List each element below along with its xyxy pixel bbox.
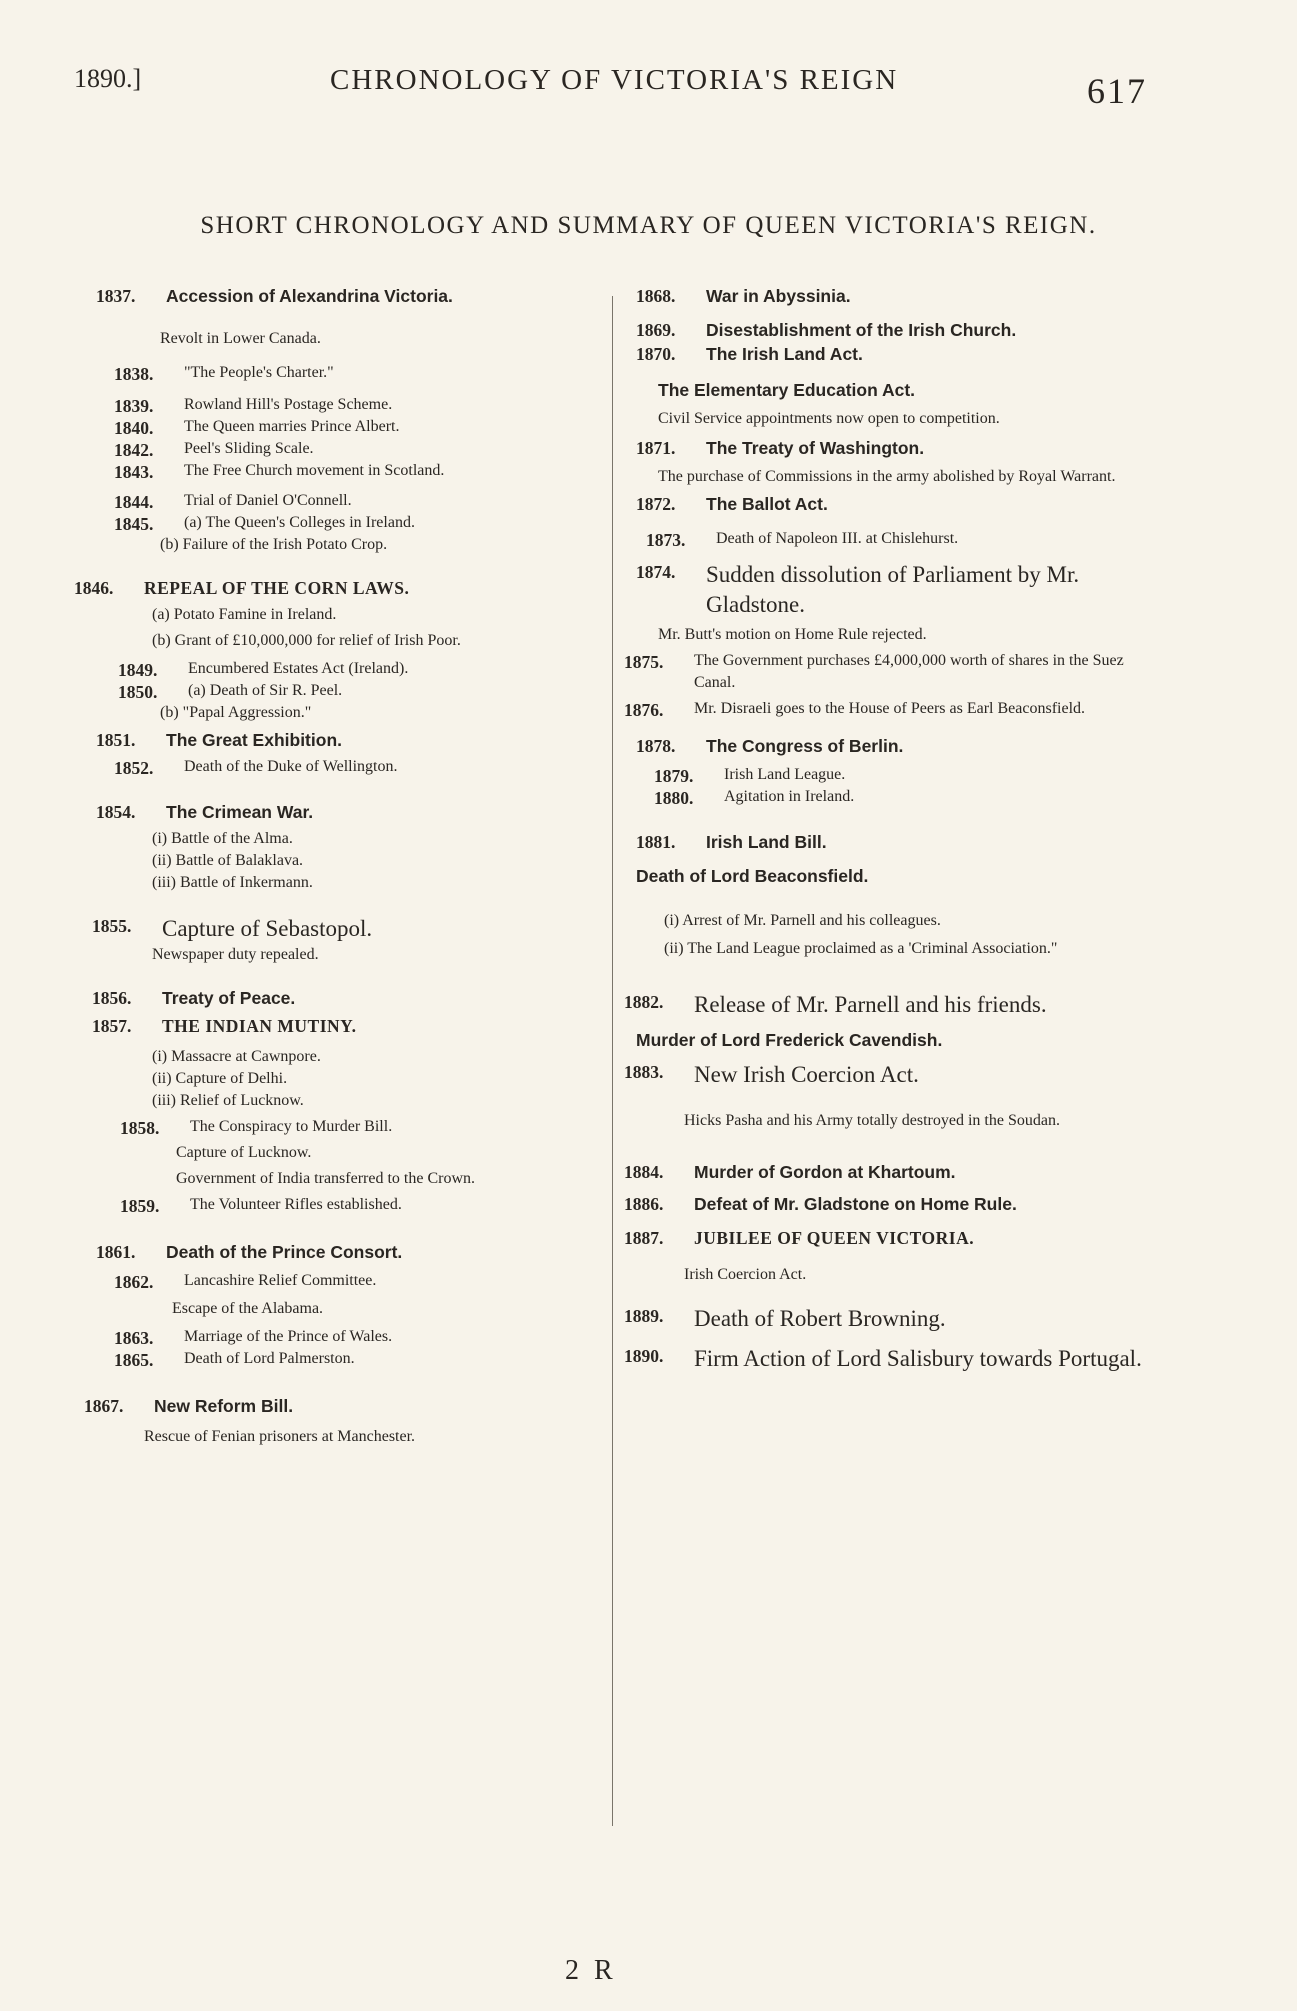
chronology-entry	[624, 1304, 1146, 1334]
chronology-entry	[636, 1028, 1146, 1052]
chronology-entry	[114, 1326, 601, 1348]
chronology-entry	[624, 698, 1146, 720]
entry-year: 1884.	[624, 1162, 664, 1182]
chronology-entry	[160, 534, 601, 556]
entry-text: (a) Potato Famine in Ireland.	[152, 606, 337, 623]
chronology-entry	[152, 828, 601, 850]
entry-text: Treaty of Peace.	[162, 988, 296, 1008]
entry-text: War in Abyssinia.	[706, 286, 851, 306]
chronology-entry	[152, 850, 601, 872]
entry-text: Death of Napoleon III. at Chislehurst.	[716, 530, 959, 547]
entry-year: 1838.	[114, 364, 154, 384]
entry-text: The Volunteer Rifles established.	[190, 1196, 402, 1213]
entry-text: Irish Land League.	[724, 766, 846, 783]
entry-year: 1861.	[96, 1242, 136, 1262]
entry-text: (i) Battle of the Alma.	[152, 830, 293, 847]
chronology-entry	[114, 438, 601, 460]
entry-year: 1867.	[84, 1396, 124, 1416]
entry-year: 1849.	[118, 660, 158, 680]
entry-text: Rowland Hill's Postage Scheme.	[184, 396, 393, 413]
chronology-entry	[144, 1426, 601, 1448]
entry-year: 1844.	[114, 492, 154, 512]
chronology-entry	[152, 630, 601, 652]
chronology-entry	[118, 680, 601, 702]
entry-text: (a) Death of Sir R. Peel.	[188, 682, 343, 699]
chronology-entry	[658, 624, 1146, 646]
chronology-entry	[152, 944, 601, 966]
chronology-entry	[658, 378, 1146, 402]
signature-mark: 2 R	[565, 1955, 617, 1986]
chronology-entry	[654, 764, 1146, 786]
chronology-entry	[160, 702, 601, 724]
entry-year: 1840.	[114, 418, 154, 438]
entry-text: New Irish Coercion Act.	[694, 1062, 919, 1087]
entry-year: 1880.	[654, 788, 694, 808]
entry-text: New Reform Bill.	[154, 1396, 294, 1416]
entry-year: 1859.	[120, 1196, 160, 1216]
chronology-entry	[684, 1110, 1146, 1132]
entry-text: Death of Lord Beaconsfield.	[636, 866, 869, 886]
entry-year: 1855.	[92, 916, 132, 936]
entry-year: 1843.	[114, 462, 154, 482]
entry-year: 1854.	[96, 802, 136, 822]
chronology-entry	[152, 1046, 601, 1068]
entry-text: Hicks Pasha and his Army totally destroyed in the Soudan.	[684, 1112, 1060, 1129]
chronology-entry	[624, 990, 1146, 1020]
page-title: SHORT CHRONOLOGY AND SUMMARY OF QUEEN VICTORIA'S REIGN.	[200, 212, 1097, 239]
chronology-entry	[92, 986, 601, 1010]
chronology-entry	[96, 284, 601, 308]
entry-text: The Free Church movement in Scotland.	[184, 462, 445, 479]
entry-text: The Ballot Act.	[706, 494, 828, 514]
entry-text: Irish Land Bill.	[706, 832, 827, 852]
chronology-entry	[118, 658, 601, 680]
entry-text: Death of Lord Palmerston.	[184, 1350, 355, 1367]
entry-year: 1863.	[114, 1328, 154, 1348]
chronology-entry	[646, 528, 1146, 550]
entry-text: (b) Failure of the Irish Potato Crop.	[160, 536, 388, 553]
entry-text: Civil Service appointments now open to competition.	[658, 410, 1000, 427]
entry-text: (iii) Battle of Inkermann.	[152, 874, 313, 891]
chronology-entry	[658, 408, 1146, 430]
column-divider	[612, 296, 613, 1826]
chronology-entry	[684, 1264, 1146, 1286]
entry-year: 1857.	[92, 1016, 132, 1036]
entry-text: (a) The Queen's Colleges in Ireland.	[184, 514, 415, 531]
entry-text: The Irish Land Act.	[706, 344, 863, 364]
entry-year: 1871.	[636, 438, 676, 458]
entry-text: (ii) Capture of Delhi.	[152, 1070, 288, 1087]
chronology-entry	[152, 1090, 601, 1112]
entry-year: 1869.	[636, 320, 676, 340]
entry-year: 1862.	[114, 1272, 154, 1292]
chronology-entry	[114, 512, 601, 534]
chronology-entry	[120, 1194, 601, 1216]
entry-text: "The People's Charter."	[184, 364, 334, 381]
entry-text: Murder of Gordon at Khartoum.	[694, 1162, 956, 1182]
chronology-entry	[658, 466, 1146, 488]
entry-text: Mr. Butt's motion on Home Rule rejected.	[658, 626, 927, 643]
chronology-entry	[636, 492, 1146, 516]
entry-year: 1858.	[120, 1118, 160, 1138]
chronology-entry	[152, 872, 601, 894]
entry-text: Death of the Prince Consort.	[166, 1242, 403, 1262]
chronology-entry	[114, 756, 601, 778]
chronology-entry	[84, 1394, 601, 1418]
chronology-entry	[92, 1014, 601, 1038]
entry-text: (i) Massacre at Cawnpore.	[152, 1048, 321, 1065]
chronology-entry	[114, 394, 601, 416]
chronology-entry	[114, 490, 601, 512]
entry-text: Disestablishment of the Irish Church.	[706, 320, 1017, 340]
entry-text: The purchase of Commissions in the army abolished by Royal Warrant.	[658, 468, 1116, 485]
entry-text: THE INDIAN MUTINY.	[162, 1016, 357, 1036]
entry-text: Lancashire Relief Committee.	[184, 1272, 377, 1289]
chronology-entry	[636, 864, 1146, 888]
entry-year: 1889.	[624, 1306, 664, 1326]
chronology-entry	[636, 318, 1146, 342]
entry-text: Capture of Sebastopol.	[162, 916, 373, 941]
chronology-entry	[624, 1060, 1146, 1090]
running-head-date: 1890.]	[74, 64, 142, 93]
entry-text: The Government purchases £4,000,000 worth of shares in the Suez Canal.	[694, 652, 1124, 691]
entry-text: Mr. Disraeli goes to the House of Peers as Earl Beaconsfield.	[694, 700, 1086, 717]
entry-text: Death of Robert Browning.	[694, 1306, 946, 1331]
entry-text: JUBILEE OF QUEEN VICTORIA.	[694, 1228, 975, 1248]
entry-year: 1850.	[118, 682, 158, 702]
entry-year: 1878.	[636, 736, 676, 756]
entry-text: The Queen marries Prince Albert.	[184, 418, 400, 435]
chronology-entry	[636, 342, 1146, 366]
chronology-entry	[152, 604, 601, 626]
entry-year: 1868.	[636, 286, 676, 306]
entry-year: 1846.	[74, 578, 114, 598]
chronology-entry	[120, 1116, 601, 1138]
entry-year: 1883.	[624, 1062, 664, 1082]
chronology-entry	[624, 1192, 1146, 1216]
entry-text: The Elementary Education Act.	[658, 380, 916, 400]
running-head	[0, 58, 1297, 118]
entry-text: Marriage of the Prince of Wales.	[184, 1328, 393, 1345]
entry-text: Accession of Alexandrina Victoria.	[166, 286, 453, 306]
entry-text: (i) Arrest of Mr. Parnell and his colleagues.	[664, 912, 941, 929]
chronology-entry	[114, 1348, 601, 1370]
page-number: 617	[1087, 71, 1147, 111]
chronology-entry	[96, 800, 601, 824]
entry-year: 1881.	[636, 832, 676, 852]
entry-text: (b) Grant of £10,000,000 for relief of Irish Poor.	[152, 632, 461, 649]
chronology-entry	[114, 1270, 601, 1292]
chronology-entry	[74, 576, 601, 600]
chronology-entry	[624, 650, 1146, 694]
chronology-entry	[114, 416, 601, 438]
chronology-entry	[114, 460, 601, 482]
entry-year: 1837.	[96, 286, 136, 306]
entry-text: Peel's Sliding Scale.	[184, 440, 314, 457]
entry-year: 1870.	[636, 344, 676, 364]
chronology-entry	[114, 362, 601, 384]
chronology-entry	[96, 1240, 601, 1264]
entry-text: Trial of Daniel O'Connell.	[184, 492, 352, 509]
entry-text: Firm Action of Lord Salisbury towards Portugal.	[694, 1346, 1142, 1371]
entry-text: REPEAL OF THE CORN LAWS.	[144, 578, 410, 598]
entry-text: Defeat of Mr. Gladstone on Home Rule.	[694, 1194, 1017, 1214]
entry-text: Death of the Duke of Wellington.	[184, 758, 398, 775]
entry-year: 1887.	[624, 1228, 664, 1248]
entry-year: 1839.	[114, 396, 154, 416]
running-head-title: CHRONOLOGY OF VICTORIA'S REIGN	[330, 64, 899, 96]
chronology-entry	[624, 1344, 1146, 1374]
entry-year: 1865.	[114, 1350, 154, 1370]
entry-year: 1851.	[96, 730, 136, 750]
chronology-entry	[176, 1142, 601, 1164]
chronology-entry	[664, 910, 1146, 932]
entry-year: 1882.	[624, 992, 664, 1012]
entry-text: Rescue of Fenian prisoners at Manchester.	[144, 1428, 416, 1445]
entry-year: 1875.	[624, 652, 664, 672]
chronology-entry	[96, 728, 601, 752]
chronology-entry	[624, 1226, 1146, 1250]
chronology-entry	[152, 1068, 601, 1090]
chronology-entry	[172, 1298, 601, 1320]
entry-text: (ii) Battle of Balaklava.	[152, 852, 304, 869]
chronology-entry	[160, 328, 601, 350]
chronology-entry	[636, 830, 1146, 854]
entry-text: Capture of Lucknow.	[176, 1144, 312, 1161]
entry-year: 1890.	[624, 1346, 664, 1366]
chronology-entry	[636, 284, 1146, 308]
entry-text: Revolt in Lower Canada.	[160, 330, 321, 347]
chronology-entry	[636, 734, 1146, 758]
entry-text: The Treaty of Washington.	[706, 438, 925, 458]
chronology-entry	[636, 436, 1146, 460]
entry-text: (iii) Relief of Lucknow.	[152, 1092, 304, 1109]
entry-text: Release of Mr. Parnell and his friends.	[694, 992, 1047, 1017]
entry-text: Newspaper duty repealed.	[152, 946, 319, 963]
chronology-entry	[664, 938, 1146, 960]
right-column	[624, 284, 1146, 1374]
entry-text: Escape of the Alabama.	[172, 1300, 324, 1317]
entry-text: The Crimean War.	[166, 802, 314, 822]
entry-text: The Conspiracy to Murder Bill.	[190, 1118, 393, 1135]
entry-year: 1874.	[636, 562, 676, 582]
entry-year: 1879.	[654, 766, 694, 786]
entry-text: (b) "Papal Aggression."	[160, 704, 312, 721]
chronology-entry	[624, 1160, 1146, 1184]
entry-text: (ii) The Land League proclaimed as a 'Criminal Association."	[664, 940, 1058, 957]
entry-year: 1852.	[114, 758, 154, 778]
chronology-entry	[176, 1168, 601, 1190]
entry-text: Murder of Lord Frederick Cavendish.	[636, 1030, 943, 1050]
entry-year: 1873.	[646, 530, 686, 550]
chronology-entry	[636, 560, 1146, 620]
entry-year: 1845.	[114, 514, 154, 534]
entry-year: 1886.	[624, 1194, 664, 1214]
entry-text: The Great Exhibition.	[166, 730, 342, 750]
entry-text: The Congress of Berlin.	[706, 736, 904, 756]
left-column	[74, 284, 601, 1448]
entry-text: Government of India transferred to the Crown.	[176, 1170, 476, 1187]
entry-year: 1872.	[636, 494, 676, 514]
entry-text: Encumbered Estates Act (Ireland).	[188, 660, 409, 677]
chronology-entry	[654, 786, 1146, 808]
entry-text: Sudden dissolution of Parliament by Mr. Gladstone.	[706, 562, 1080, 617]
entry-text: Irish Coercion Act.	[684, 1266, 807, 1283]
entry-year: 1876.	[624, 700, 664, 720]
entry-year: 1842.	[114, 440, 154, 460]
entry-text: Agitation in Ireland.	[724, 788, 855, 805]
chronology-entry	[92, 914, 601, 944]
entry-year: 1856.	[92, 988, 132, 1008]
